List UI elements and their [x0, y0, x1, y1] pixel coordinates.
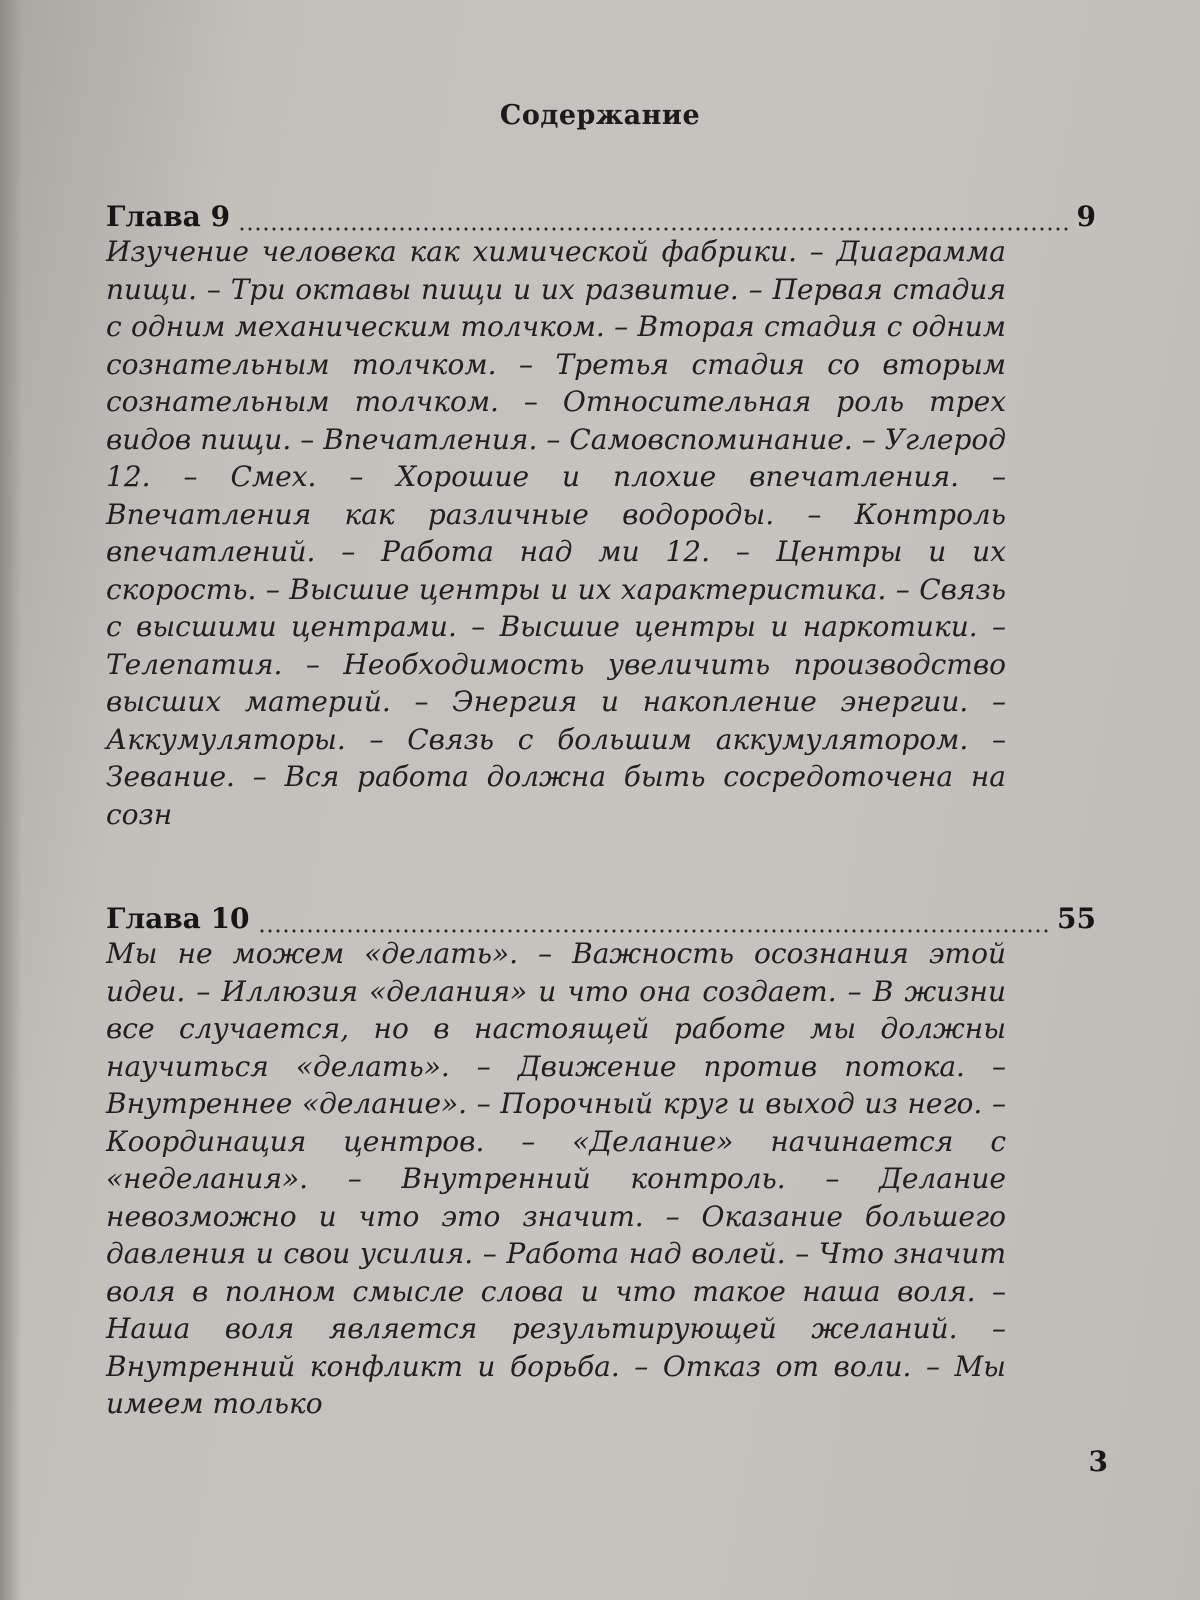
dot-leader: [258, 905, 1050, 935]
chapter-entry: [106, 895, 1096, 1423]
chapter-title: Глава 9: [106, 200, 231, 233]
chapter-heading-row: [106, 895, 1096, 935]
page-number: 3: [1088, 1445, 1108, 1478]
dot-leader: [238, 203, 1068, 233]
contents-heading: Содержание: [499, 100, 701, 131]
chapter-summary: Мы не можем «делать». – Важность осознания этой идеи. – Иллюзия «делания» и что она создает. – В жизни все случается, но в настоящей работе мы должны научиться «делать». – Движение против потока. – Внутреннее «делание». – Порочный круг и выход из него. – Координация центров. – «Делание» начинается с «неделания». – Внутренний контроль. – Делание невозможно и что это значит. – Оказание большего давления и свои усилия. – Работа над волей. – Что значит воля в полном смысле слова и что такое наша воля. – Наша воля является результирующей желаний. – Внутренний конфликт и борьба. – Отказ от воли. – Мы имеем только: [106, 937, 1006, 1420]
chapter-entry: [106, 193, 1096, 833]
chapter-page-number: 9: [1076, 200, 1096, 233]
chapter-title: Глава 10: [106, 902, 250, 935]
chapter-page-number: 55: [1057, 902, 1096, 935]
page-gutter-shadow: [0, 0, 22, 1600]
chapter-heading-row: [106, 193, 1096, 233]
chapter-summary: Изучение человека как химической фабрики. – Диаграмма пищи. – Три октавы пищи и их развитие. – Первая стадия с одним механическим толчком. – Вторая стадия с одним сознательным толчком. – Третья стадия со вторым сознательным толчком. – Относительная роль трех видов пищи. – Впечатления. – Самовспоминание. – Углерод 12. – Смех. – Хорошие и плохие впечатления. – Впечатления как различные водороды. – Контроль впечатлений. – Работа над ми 12. – Центры и их скорость. – Высшие центры и их характеристика. – Связь с высшими центрами. – Высшие центры и наркотики. – Телепатия. – Необходимость увеличить производство высших материй. – Энергия и накопление энергии. – Аккумуляторы. – Связь с большим аккумулятором. – Зевание. – Вся работа должна быть сосредоточена на созн: [106, 235, 1006, 831]
